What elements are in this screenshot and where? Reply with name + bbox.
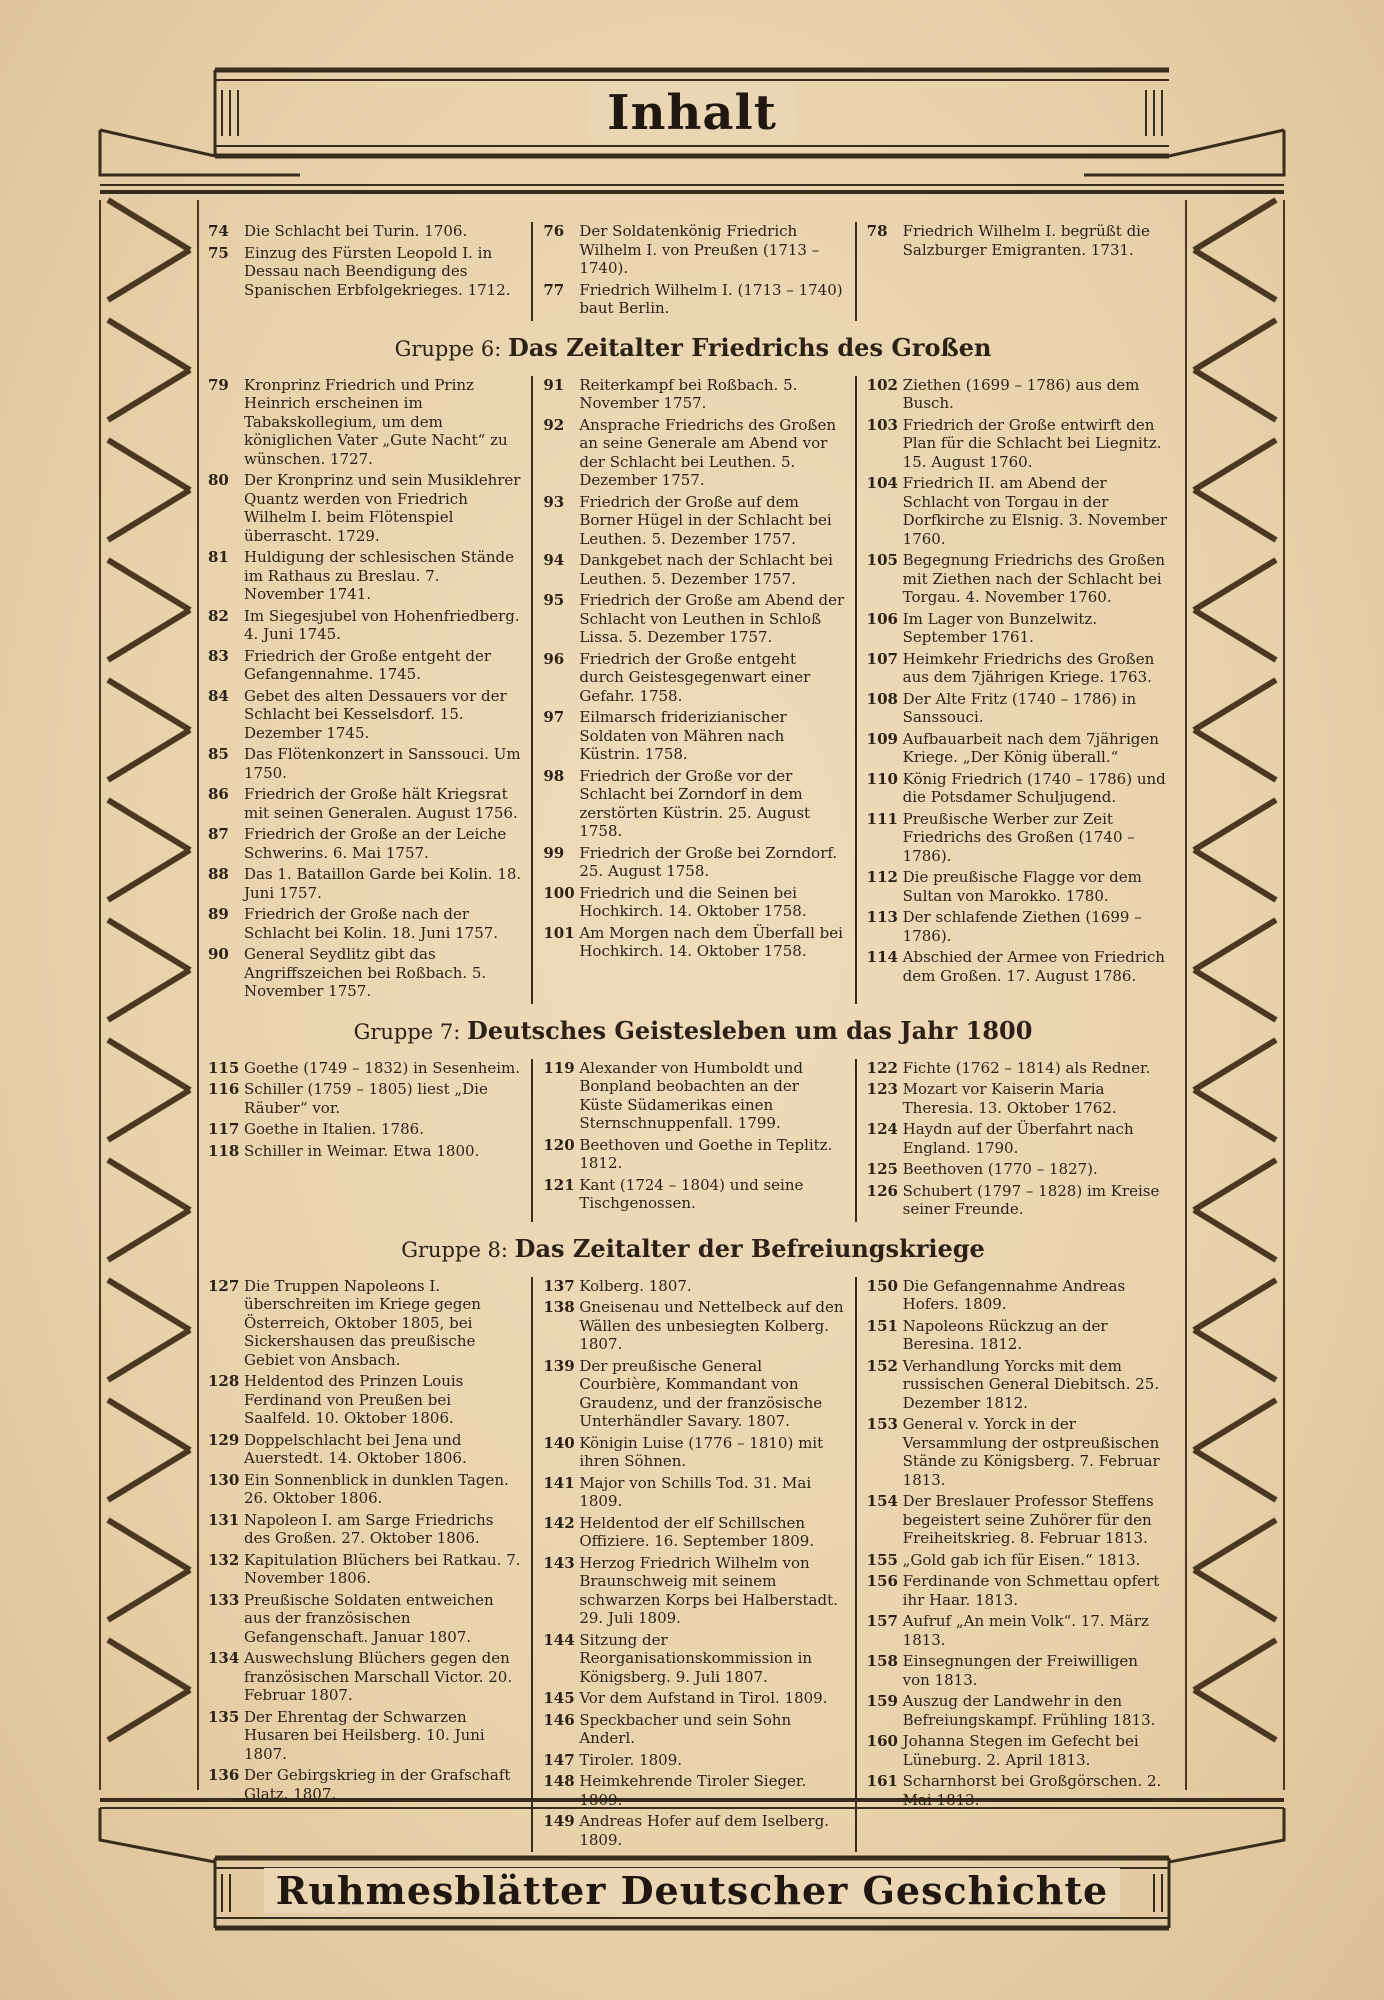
entry-text: Friedrich und die Seinen bei Hochkirch. 14. Oktober 1758. bbox=[579, 883, 807, 920]
list-item bbox=[208, 1431, 521, 1468]
entry-text: Heldentod der elf Schillschen Offiziere. 16. September 1809. bbox=[579, 1513, 815, 1550]
list-item bbox=[867, 690, 1168, 727]
entry-text: Friedrich der Große nach der Schlacht bei Kolin. 18. Juni 1757. bbox=[244, 905, 499, 942]
column-3 bbox=[855, 1277, 1178, 1853]
list-item bbox=[208, 1120, 521, 1139]
entry-text: Einsegnungen der Freiwilligen von 1813. bbox=[902, 1652, 1138, 1689]
group-label: Gruppe 6: bbox=[394, 336, 509, 361]
list-item bbox=[867, 948, 1168, 985]
entry-number: 88 bbox=[208, 865, 229, 883]
entry-text: Abschied der Armee von Friedrich dem Großen. 17. August 1786. bbox=[902, 948, 1165, 985]
list-item bbox=[208, 1471, 521, 1508]
entry-number: 99 bbox=[543, 843, 565, 862]
entry-text: Aufbauarbeit nach dem 7jährigen Kriege. „Der König überall.“ bbox=[902, 729, 1159, 766]
entry-text: Scharnhorst bei Großgörschen. 2. Mai 1813. bbox=[902, 1772, 1162, 1809]
entry-text: Schiller in Weimar. Etwa 1800. bbox=[244, 1141, 480, 1160]
list-item bbox=[543, 650, 844, 706]
entry-number: 101 bbox=[543, 923, 575, 942]
list-item bbox=[867, 551, 1168, 607]
list-item bbox=[543, 1277, 844, 1296]
list-item bbox=[867, 1572, 1168, 1609]
list-item bbox=[208, 1059, 521, 1078]
entry-text: Verhandlung Yorcks mit dem russischen General Diebitsch. 25. Dezember 1812. bbox=[902, 1356, 1160, 1412]
list-item bbox=[208, 1142, 521, 1161]
entry-text: Aufruf „An mein Volk“. 17. März 1813. bbox=[902, 1612, 1149, 1649]
list-item bbox=[208, 1591, 521, 1647]
entry-number: 113 bbox=[866, 908, 898, 926]
entry-number: 90 bbox=[208, 945, 229, 963]
entry-text: Der Kronprinz und sein Musiklehrer Quantz werden von Friedrich Wilhelm I. beim Flötenspiel überrascht. 1729. bbox=[244, 471, 521, 545]
entry-text: Der Gebirgskrieg in der Grafschaft Glatz. 1807. bbox=[244, 1766, 511, 1803]
list-item bbox=[543, 1772, 844, 1809]
entry-number: 81 bbox=[208, 548, 229, 566]
list-item bbox=[208, 1649, 521, 1705]
footer-title: Ruhmesblätter Deutscher Geschichte bbox=[264, 1868, 1120, 1913]
entry-number: 126 bbox=[866, 1181, 898, 1200]
list-item bbox=[208, 1511, 521, 1548]
entry-text: Speckbacher und sein Sohn Anderl. bbox=[579, 1710, 792, 1747]
entry-text: Begegnung Friedrichs des Großen mit Ziethen nach der Schlacht bei Torgau. 4. November 1760. bbox=[902, 551, 1166, 606]
group-label: Gruppe 7: bbox=[353, 1019, 468, 1044]
list-item bbox=[208, 1708, 521, 1764]
group-heading bbox=[208, 333, 1178, 362]
entry-number: 76 bbox=[543, 222, 565, 240]
entry-number: 109 bbox=[866, 729, 898, 748]
entry-text: General v. Yorck in der Versammlung der ostpreußischen Stände zu Königsberg. 7. Februar 1813. bbox=[902, 1415, 1160, 1489]
entry-text: Johanna Stegen im Gefecht bei Lüneburg. 2. April 1813. bbox=[902, 1732, 1139, 1769]
entry-text: Haydn auf der Überfahrt nach England. 1790. bbox=[902, 1120, 1134, 1157]
entry-number: 108 bbox=[866, 689, 898, 708]
column-2 bbox=[531, 1277, 854, 1853]
entry-number: 100 bbox=[543, 883, 575, 902]
entry-text: Auswechslung Blüchers gegen den französischen Marschall Victor. 20. Februar 1807. bbox=[244, 1649, 513, 1704]
entry-number: 144 bbox=[543, 1630, 575, 1649]
entry-text: Friedrich der Große hält Kriegsrat mit seinen Generalen. August 1756. bbox=[244, 785, 518, 822]
entry-text: Gneisenau und Nettelbeck auf den Wällen des unbesiegten Kolberg. 1807. bbox=[579, 1298, 844, 1353]
list-item bbox=[543, 551, 844, 588]
entry-number: 125 bbox=[866, 1160, 898, 1178]
group-heading bbox=[208, 1234, 1178, 1263]
entry-number: 136 bbox=[208, 1766, 240, 1784]
list-item bbox=[543, 1176, 844, 1213]
list-item bbox=[543, 281, 844, 318]
list-item bbox=[543, 1631, 844, 1687]
list-item bbox=[867, 416, 1168, 472]
entry-text: Andreas Hofer auf dem Iselberg. 1809. bbox=[579, 1812, 830, 1849]
entry-number: 75 bbox=[208, 243, 229, 262]
entry-number: 147 bbox=[543, 1750, 575, 1769]
entry-number: 122 bbox=[866, 1058, 898, 1077]
groups bbox=[208, 333, 1178, 1853]
list-item bbox=[867, 1080, 1168, 1117]
list-item bbox=[867, 1120, 1168, 1157]
entry-text: Heimkehr Friedrichs des Großen aus dem 7jährigen Kriege. 1763. bbox=[902, 649, 1155, 686]
list-item bbox=[867, 908, 1168, 945]
entry-number: 74 bbox=[208, 222, 229, 240]
list-item bbox=[208, 785, 521, 822]
entry-text: Königin Luise (1776 – 1810) mit ihren Söhnen. bbox=[579, 1433, 824, 1470]
entry-number: 86 bbox=[208, 785, 229, 803]
entry-number: 98 bbox=[543, 766, 565, 785]
entry-number: 118 bbox=[208, 1141, 240, 1160]
entry-number: 105 bbox=[866, 551, 898, 569]
column-2 bbox=[531, 222, 854, 321]
entry-text: Einzug des Fürsten Leopold I. in Dessau nach Beendigung des Spanischen Erbfolgekrieges. 1712. bbox=[244, 243, 511, 299]
entry-number: 106 bbox=[866, 609, 898, 628]
entry-text: Der Soldatenkönig Friedrich Wilhelm I. von Preußen (1713 – 1740). bbox=[579, 222, 820, 277]
group-columns bbox=[208, 1277, 1178, 1853]
entry-text: Friedrich der Große entgeht durch Geistesgegenwart einer Gefahr. 1758. bbox=[579, 649, 811, 705]
entry-number: 148 bbox=[543, 1772, 575, 1790]
footer-banner bbox=[215, 1855, 1169, 1925]
entry-text: Im Siegesjubel von Hohenfriedberg. 4. Juni 1745. bbox=[244, 606, 520, 643]
list-item bbox=[867, 810, 1168, 866]
entry-text: Das Flötenkonzert in Sanssouci. Um 1750. bbox=[244, 745, 521, 782]
entry-text: Heldentod des Prinzen Louis Ferdinand von Preußen bei Saalfeld. 10. Oktober 1806. bbox=[244, 1372, 464, 1427]
entry-text: Der schlafende Ziethen (1699 – 1786). bbox=[902, 908, 1142, 945]
list-item bbox=[543, 1812, 844, 1849]
entry-number: 97 bbox=[543, 708, 565, 726]
entry-text: Die Schlacht bei Turin. 1706. bbox=[244, 222, 468, 240]
entry-text: Friedrich der Große auf dem Borner Hügel in der Schlacht bei Leuthen. 5. Dezember 1757. bbox=[579, 492, 832, 548]
list-item bbox=[543, 884, 844, 921]
list-item bbox=[543, 1059, 844, 1133]
list-item bbox=[543, 1554, 844, 1628]
list-item bbox=[867, 222, 1168, 259]
list-item bbox=[867, 1182, 1168, 1219]
entry-number: 139 bbox=[543, 1356, 575, 1375]
entry-text: Schiller (1759 – 1805) liest „Die Räuber“ vor. bbox=[244, 1080, 488, 1117]
list-item bbox=[208, 647, 521, 684]
entry-text: General Seydlitz gibt das Angriffszeichen bei Roßbach. 5. November 1757. bbox=[244, 945, 487, 1000]
entry-text: Herzog Friedrich Wilhelm von Braunschweig mit seinem schwarzen Korps bei Halberstadt. 29. Juli 1809. bbox=[579, 1553, 838, 1627]
list-item bbox=[543, 1298, 844, 1354]
entry-number: 114 bbox=[866, 948, 898, 966]
entry-number: 80 bbox=[208, 471, 229, 489]
list-item bbox=[208, 1277, 521, 1370]
entry-text: Huldigung der schlesischen Stände im Rathaus zu Breslau. 7. November 1741. bbox=[244, 548, 515, 603]
column-3 bbox=[855, 376, 1178, 1004]
entry-text: Fichte (1762 – 1814) als Redner. bbox=[902, 1058, 1151, 1077]
column-1 bbox=[208, 1277, 531, 1853]
list-item bbox=[208, 244, 521, 300]
entry-text: Eilmarsch friderizianischer Soldaten von Mähren nach Küstrin. 1758. bbox=[579, 708, 787, 763]
entry-text: Ein Sonnenblick in dunklen Tagen. 26. Oktober 1806. bbox=[244, 1470, 509, 1507]
entry-text: Dankgebet nach der Schlacht bei Leuthen. 5. Dezember 1757. bbox=[579, 551, 833, 588]
page-title: Inhalt bbox=[589, 85, 795, 141]
entry-text: Friedrich der Große vor der Schlacht bei Zorndorf in dem zerstörten Küstrin. 25. August 1758. bbox=[579, 766, 811, 840]
entry-number: 104 bbox=[866, 474, 898, 492]
entry-text: Heimkehrende Tiroler Sieger. 1809. bbox=[579, 1772, 807, 1809]
entry-number: 85 bbox=[208, 745, 229, 763]
entry-number: 116 bbox=[208, 1080, 240, 1098]
entry-text: Der Breslauer Professor Steffens begeistert seine Zuhörer für den Freiheitskrieg. 8. Februar 1813. bbox=[902, 1492, 1154, 1547]
list-item bbox=[543, 924, 844, 961]
entry-text: Friedrich II. am Abend der Schlacht von Torgau in der Dorfkirche zu Elsnig. 3. November 1760. bbox=[902, 474, 1168, 548]
entry-text: Preußische Soldaten entweichen aus der französischen Gefangenschaft. Januar 1807. bbox=[244, 1590, 494, 1646]
entry-number: 103 bbox=[866, 415, 898, 434]
top-section bbox=[208, 222, 1178, 321]
group-title: Deutsches Geistesleben um das Jahr 1800 bbox=[467, 1015, 1033, 1045]
entry-text: Ansprache Friedrichs des Großen an seine Generale am Abend vor der Schlacht bei Leuthen. 5. Dezember 1757. bbox=[579, 415, 836, 489]
entry-number: 120 bbox=[543, 1135, 575, 1154]
entry-number: 160 bbox=[866, 1732, 898, 1750]
list-item bbox=[867, 1277, 1168, 1314]
list-item bbox=[867, 1551, 1168, 1570]
list-item bbox=[208, 687, 521, 743]
list-item bbox=[208, 222, 521, 241]
group-label: Gruppe 8: bbox=[401, 1237, 515, 1262]
group-columns bbox=[208, 1059, 1178, 1222]
entry-number: 138 bbox=[543, 1298, 575, 1316]
column-1 bbox=[208, 376, 531, 1004]
entry-text: „Gold gab ich für Eisen.“ 1813. bbox=[902, 1550, 1141, 1569]
entry-number: 130 bbox=[208, 1470, 240, 1489]
entry-number: 157 bbox=[866, 1612, 898, 1630]
entry-number: 131 bbox=[208, 1510, 240, 1529]
list-item bbox=[543, 376, 844, 413]
entry-number: 93 bbox=[543, 492, 565, 511]
entry-number: 112 bbox=[866, 868, 898, 886]
entry-number: 94 bbox=[543, 551, 565, 569]
group-section bbox=[208, 1016, 1178, 1222]
entry-text: Goethe in Italien. 1786. bbox=[244, 1120, 424, 1138]
entry-number: 141 bbox=[543, 1473, 575, 1492]
entry-text: Sitzung der Reorganisationskommission in Königsberg. 9. Juli 1807. bbox=[579, 1630, 813, 1686]
group-section bbox=[208, 333, 1178, 1004]
entry-number: 102 bbox=[866, 375, 898, 394]
entry-text: Friedrich Wilhelm I. (1713 – 1740) baut Berlin. bbox=[579, 280, 843, 317]
entry-text: Tiroler. 1809. bbox=[579, 1750, 683, 1769]
entry-text: Doppelschlacht bei Jena und Auerstedt. 14. Oktober 1806. bbox=[244, 1430, 467, 1467]
list-item bbox=[867, 1357, 1168, 1413]
entry-text: Vor dem Aufstand in Tirol. 1809. bbox=[579, 1689, 828, 1707]
column-1 bbox=[208, 1059, 531, 1222]
list-item bbox=[867, 1652, 1168, 1689]
entry-number: 82 bbox=[208, 606, 229, 625]
list-item bbox=[543, 1514, 844, 1551]
entry-number: 79 bbox=[208, 375, 229, 394]
entry-number: 145 bbox=[543, 1689, 575, 1707]
entry-text: Kant (1724 – 1804) und seine Tischgenossen. bbox=[579, 1175, 804, 1212]
entry-number: 127 bbox=[208, 1276, 240, 1295]
list-item bbox=[208, 548, 521, 604]
group-section bbox=[208, 1234, 1178, 1853]
list-item bbox=[208, 825, 521, 862]
entry-text: Am Morgen nach dem Überfall bei Hochkirch. 14. Oktober 1758. bbox=[579, 923, 843, 960]
list-item bbox=[543, 222, 844, 278]
entry-text: Friedrich der Große an der Leiche Schwerins. 6. Mai 1757. bbox=[244, 825, 507, 862]
entry-number: 84 bbox=[208, 686, 229, 705]
list-item bbox=[543, 591, 844, 647]
entry-number: 159 bbox=[866, 1692, 898, 1710]
entry-number: 110 bbox=[866, 769, 898, 788]
entry-text: Kronprinz Friedrich und Prinz Heinrich erscheinen im Tabakskollegium, um dem königlichen Vater „Gute Nacht“ zu wünschen. 1727. bbox=[244, 375, 508, 468]
list-item bbox=[867, 1492, 1168, 1548]
entry-number: 115 bbox=[208, 1058, 240, 1077]
entry-number: 143 bbox=[543, 1553, 575, 1572]
list-item bbox=[867, 650, 1168, 687]
entry-text: Die preußische Flagge vor dem Sultan von Marokko. 1780. bbox=[902, 868, 1142, 905]
list-item bbox=[867, 730, 1168, 767]
entry-number: 117 bbox=[208, 1120, 240, 1138]
list-item bbox=[208, 1551, 521, 1588]
list-item bbox=[867, 1772, 1168, 1809]
list-item bbox=[867, 1317, 1168, 1354]
entry-number: 96 bbox=[543, 649, 565, 668]
entry-number: 124 bbox=[866, 1120, 898, 1138]
entry-number: 152 bbox=[866, 1356, 898, 1375]
list-item bbox=[867, 474, 1168, 548]
column-1 bbox=[208, 222, 531, 321]
entry-number: 91 bbox=[543, 375, 565, 394]
column-3 bbox=[855, 1059, 1178, 1222]
entry-number: 87 bbox=[208, 825, 229, 843]
list-item bbox=[208, 865, 521, 902]
list-item bbox=[208, 607, 521, 644]
column-2 bbox=[531, 376, 854, 1004]
list-item bbox=[867, 1692, 1168, 1729]
entry-text: Ziethen (1699 – 1786) aus dem Busch. bbox=[902, 375, 1140, 412]
column-2 bbox=[531, 1059, 854, 1222]
entry-text: Preußische Werber zur Zeit Friedrichs des Großen (1740 – 1786). bbox=[902, 809, 1135, 865]
group-columns bbox=[208, 376, 1178, 1004]
entry-number: 129 bbox=[208, 1430, 240, 1449]
entry-number: 142 bbox=[543, 1513, 575, 1532]
entry-number: 128 bbox=[208, 1372, 240, 1390]
list-item bbox=[867, 1059, 1168, 1078]
entry-text: Alexander von Humboldt und Bonpland beobachten an der Küste Südamerikas einen Sternschnuppenfall. 1799. bbox=[579, 1058, 803, 1132]
entry-number: 149 bbox=[543, 1812, 575, 1830]
list-item bbox=[543, 708, 844, 764]
list-item bbox=[867, 1160, 1168, 1179]
entry-number: 119 bbox=[543, 1058, 575, 1077]
list-item bbox=[867, 1612, 1168, 1649]
entry-number: 107 bbox=[866, 649, 898, 668]
list-item bbox=[208, 1372, 521, 1428]
entry-number: 78 bbox=[866, 222, 888, 240]
group-title: Das Zeitalter der Befreiungskriege bbox=[514, 1233, 985, 1263]
entry-text: Napoleons Rückzug an der Beresina. 1812. bbox=[902, 1316, 1108, 1353]
entry-text: Beethoven und Goethe in Teplitz. 1812. bbox=[579, 1135, 833, 1172]
entry-text: Die Truppen Napoleons I. überschreiten im Kriege gegen Österreich, Oktober 1805, bei Sickershausen das preußische Gebiet von Ansbach. bbox=[244, 1276, 481, 1369]
entry-number: 158 bbox=[866, 1652, 898, 1670]
list-item bbox=[208, 376, 521, 469]
entry-number: 153 bbox=[866, 1415, 898, 1433]
list-item bbox=[867, 1732, 1168, 1769]
list-item bbox=[208, 471, 521, 545]
list-item bbox=[867, 1415, 1168, 1489]
entry-number: 161 bbox=[866, 1772, 898, 1790]
list-item bbox=[543, 1689, 844, 1708]
column-3 bbox=[855, 222, 1178, 321]
entry-text: Major von Schills Tod. 31. Mai 1809. bbox=[579, 1473, 812, 1510]
entry-text: König Friedrich (1740 – 1786) und die Potsdamer Schuljugend. bbox=[902, 769, 1166, 806]
entry-number: 95 bbox=[543, 591, 565, 609]
entry-text: Auszug der Landwehr in den Befreiungskampf. Frühling 1813. bbox=[902, 1692, 1156, 1729]
entry-text: Friedrich Wilhelm I. begrüßt die Salzburger Emigranten. 1731. bbox=[902, 222, 1150, 259]
group-title: Das Zeitalter Friedrichs des Großen bbox=[508, 332, 992, 362]
list-item bbox=[543, 1711, 844, 1748]
entry-text: Der preußische General Courbière, Kommandant von Graudenz, und der französische Unterhändler Savary. 1807. bbox=[579, 1356, 823, 1430]
entry-number: 135 bbox=[208, 1707, 240, 1726]
entry-number: 155 bbox=[866, 1550, 898, 1569]
entry-text: Ferdinande von Schmettau opfert ihr Haar. 1813. bbox=[902, 1572, 1160, 1609]
list-item bbox=[543, 1357, 844, 1431]
list-item bbox=[543, 416, 844, 490]
entry-number: 150 bbox=[866, 1276, 898, 1295]
entry-number: 146 bbox=[543, 1710, 575, 1729]
entry-text: Beethoven (1770 – 1827). bbox=[902, 1160, 1098, 1178]
list-item bbox=[867, 610, 1168, 647]
entry-text: Friedrich der Große bei Zorndorf. 25. August 1758. bbox=[579, 843, 838, 880]
list-item bbox=[208, 945, 521, 1001]
entry-text: Das 1. Bataillon Garde bei Kolin. 18. Juni 1757. bbox=[244, 865, 522, 902]
entry-number: 89 bbox=[208, 905, 229, 923]
entry-number: 132 bbox=[208, 1550, 240, 1569]
entry-text: Friedrich der Große entgeht der Gefangennahme. 1745. bbox=[244, 646, 492, 683]
entry-number: 77 bbox=[543, 280, 565, 299]
entry-text: Reiterkampf bei Roßbach. 5. November 1757. bbox=[579, 375, 798, 412]
entry-number: 156 bbox=[866, 1572, 898, 1590]
entry-text: Friedrich der Große am Abend der Schlacht von Leuthen in Schloß Lissa. 5. Dezember 1757. bbox=[579, 591, 845, 646]
list-item bbox=[543, 844, 844, 881]
list-item bbox=[208, 745, 521, 782]
list-item bbox=[543, 1751, 844, 1770]
list-item bbox=[867, 376, 1168, 413]
list-item bbox=[867, 770, 1168, 807]
top-section-columns bbox=[208, 222, 1178, 321]
entry-number: 151 bbox=[866, 1316, 898, 1335]
list-item bbox=[543, 1136, 844, 1173]
entry-number: 121 bbox=[543, 1175, 575, 1194]
entry-text: Napoleon I. am Sarge Friedrichs des Großen. 27. Oktober 1806. bbox=[244, 1510, 494, 1547]
list-item bbox=[208, 1080, 521, 1117]
entry-text: Schubert (1797 – 1828) im Kreise seiner Freunde. bbox=[902, 1181, 1160, 1218]
entry-number: 123 bbox=[866, 1080, 898, 1098]
entry-text: Mozart vor Kaiserin Maria Theresia. 13. Oktober 1762. bbox=[902, 1080, 1117, 1117]
entry-text: Kolberg. 1807. bbox=[579, 1276, 692, 1295]
entry-number: 92 bbox=[543, 415, 565, 434]
list-item bbox=[543, 493, 844, 549]
entry-number: 154 bbox=[866, 1492, 898, 1510]
entry-number: 137 bbox=[543, 1276, 575, 1295]
entry-number: 140 bbox=[543, 1433, 575, 1452]
list-item bbox=[543, 767, 844, 841]
list-item bbox=[543, 1434, 844, 1471]
list-item bbox=[543, 1474, 844, 1511]
entry-number: 83 bbox=[208, 646, 229, 665]
list-item bbox=[867, 868, 1168, 905]
entry-text: Der Alte Fritz (1740 – 1786) in Sanssouci. bbox=[902, 689, 1137, 726]
entry-text: Die Gefangennahme Andreas Hofers. 1809. bbox=[902, 1276, 1126, 1313]
entry-text: Kapitulation Blüchers bei Ratkau. 7. November 1806. bbox=[244, 1550, 521, 1587]
entry-text: Gebet des alten Dessauers vor der Schlacht bei Kesselsdorf. 15. Dezember 1745. bbox=[244, 686, 507, 742]
entry-text: Friedrich der Große entwirft den Plan für die Schlacht bei Liegnitz. 15. August 1760. bbox=[902, 415, 1162, 471]
entry-text: Der Ehrentag der Schwarzen Husaren bei Heilsberg. 10. Juni 1807. bbox=[244, 1707, 485, 1763]
entry-number: 134 bbox=[208, 1649, 240, 1667]
entry-number: 111 bbox=[866, 809, 898, 828]
group-heading bbox=[208, 1016, 1178, 1045]
entry-text: Goethe (1749 – 1832) in Sesenheim. bbox=[244, 1058, 521, 1077]
list-item bbox=[208, 1766, 521, 1803]
entry-text: Im Lager von Bunzelwitz. September 1761. bbox=[902, 609, 1098, 646]
entry-number: 133 bbox=[208, 1590, 240, 1609]
list-item bbox=[208, 905, 521, 942]
table-of-contents bbox=[208, 222, 1178, 1856]
title-banner bbox=[215, 68, 1169, 158]
